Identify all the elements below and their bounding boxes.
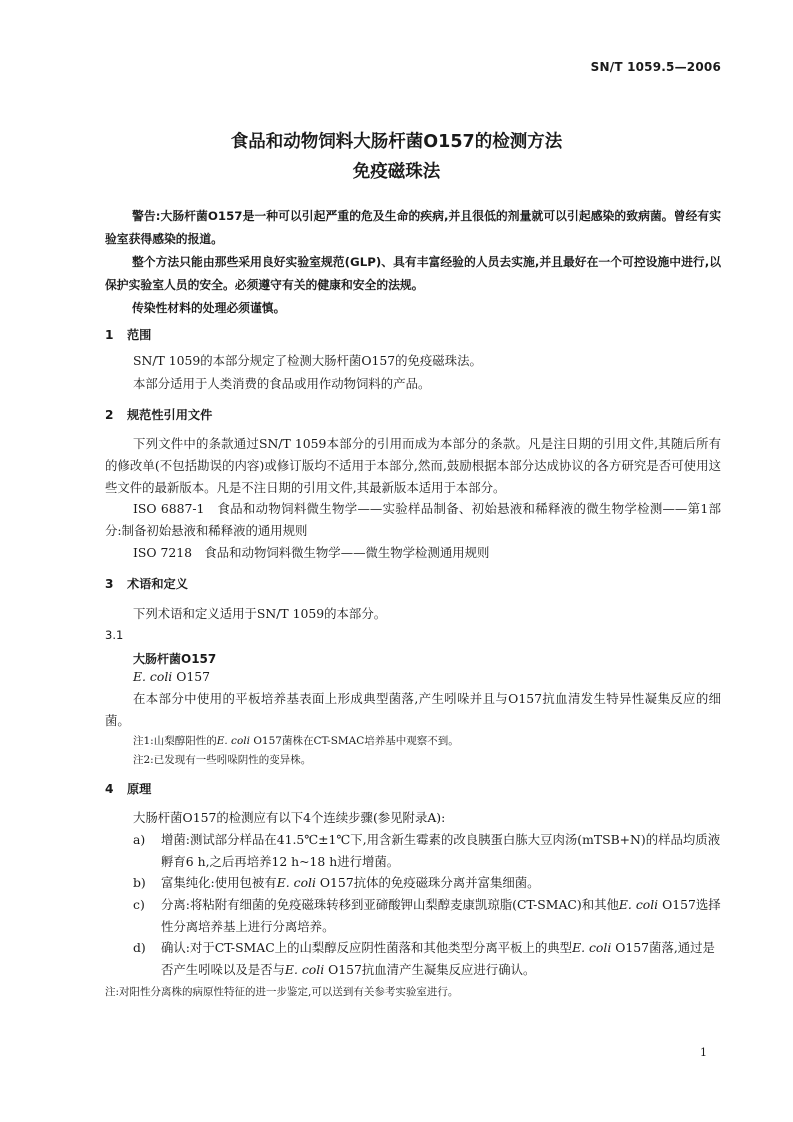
step-d-italic-1: E. coli: [572, 940, 612, 955]
section-3-paragraph-1: 下列术语和定义适用于SN/T 1059的本部分。: [133, 606, 387, 621]
step-d-part-2: O157菌落,通过是否产生吲哚以及是否与: [161, 940, 715, 977]
document-title: 食品和动物饲料大肠杆菌O157的检测方法: [230, 132, 563, 152]
step-d-part-3: O157抗血清产生凝集反应进行确认。: [324, 962, 536, 977]
step-b-italic: E. coli: [276, 875, 316, 890]
section-number: 1: [105, 328, 114, 342]
term-english-rest: O157: [172, 669, 210, 684]
step-b-prefix: 富集纯化:使用包被有: [161, 875, 277, 890]
section-4-note: 注:对阳性分离株的病原性特征的进一步鉴定,可以送到有关参考实验室进行。: [105, 986, 459, 998]
note-1-suffix: O157菌株在CT-SMAC培养基中观察不到。: [249, 735, 459, 747]
note-1-italic: E. coli: [216, 735, 250, 747]
section-2-paragraph-1: 下列文件中的条款通过SN/T 1059本部分的引用而成为本部分的条款。凡是注日期的引用文件,其随后所有的修改单(不包括勘误的内容)或修订版均不适用于本部分,然而,鼓励根据本部分达成协议的各方研究是否可使用这些文件的最新版本。凡是不注日期的引用文件,其最新版本适用于本部分。: [105, 436, 721, 495]
step-label: a): [133, 832, 146, 847]
step-b-suffix: O157抗体的免疫磁珠分离并富集细菌。: [315, 875, 540, 890]
note-2: 注2:已发现有一些吲哚阴性的变异株。: [133, 754, 312, 766]
step-text: 增菌:测试部分样品在41.5℃±1℃下,用含新生霉素的改良胰蛋白胨大豆肉汤(mTSB+N)的样品均质液孵育6 h,之后再培养12 h~18 h进行增菌。: [161, 832, 721, 869]
document-subtitle: 免疫磁珠法: [352, 162, 441, 182]
step-text: [161, 872, 721, 894]
section-number: 4: [105, 782, 114, 796]
step-a: [105, 829, 721, 873]
section-title: 术语和定义: [127, 577, 188, 591]
note-1-prefix: 注1:山梨醇阳性的: [133, 735, 217, 747]
section-4-heading: [105, 780, 151, 797]
step-text: [161, 937, 721, 981]
section-1-paragraph-2: 本部分适用于人类消费的食品或用作动物饲料的产品。: [133, 376, 431, 391]
step-label: b): [133, 875, 146, 890]
warning-paragraph-3: 传染性材料的处理必须谨慎。: [132, 301, 286, 315]
reference-iso-6887-1: ISO 6887-1 食品和动物饲料微生物学——实验样品制备、初始悬液和稀释液的微生物学检测——第1部分:制备初始悬液和稀释液的通用规则: [105, 501, 721, 538]
step-b: [105, 872, 721, 894]
warning-paragraph-1: 警告:大肠杆菌O157是一种可以引起严重的危及生命的疾病,并且很低的剂量就可以引起感染的致病菌。曾经有实验室获得感染的报道。: [105, 209, 721, 246]
step-text: [161, 894, 721, 938]
section-title: 范围: [127, 328, 152, 342]
step-d-italic-2: E. coli: [284, 962, 325, 977]
step-c-italic: E. coli: [618, 897, 659, 912]
reference-iso-7218: ISO 7218 食品和动物饲料微生物学——微生物学检测通用规则: [133, 545, 490, 560]
section-title: 规范性引用文件: [127, 408, 213, 422]
step-c-suffix: O157选择性分离培养基上进行分离培养。: [161, 897, 721, 934]
step-label: c): [133, 897, 145, 912]
section-3-heading: [105, 575, 188, 592]
page-number: 1: [700, 1046, 707, 1059]
section-number: 2: [105, 408, 114, 422]
section-2-heading: [105, 406, 212, 423]
section-title: 原理: [127, 782, 152, 796]
term-name: 大肠杆菌O157: [133, 652, 217, 666]
section-number: 3: [105, 577, 114, 591]
step-d-part-1: 确认:对于CT-SMAC上的山梨醇反应阴性菌落和其他类型分离平板上的典型: [161, 940, 573, 955]
subsection-3-1-number: 3.1: [105, 628, 124, 642]
step-d: [105, 937, 721, 981]
term-english-italic: E. coli: [133, 669, 173, 684]
section-1-heading: [105, 326, 151, 343]
step-label: d): [133, 940, 146, 955]
section-4-paragraph-1: 大肠杆菌O157的检测应有以下4个连续步骤(参见附录A):: [133, 810, 446, 825]
term-english: [133, 666, 721, 688]
step-c: [105, 894, 721, 938]
standard-code: SN/T 1059.5—2006: [590, 60, 721, 74]
note-1: [133, 732, 721, 750]
section-1-paragraph-1: SN/T 1059的本部分规定了检测大肠杆菌O157的免疫磁珠法。: [133, 353, 482, 368]
term-definition: 在本部分中使用的平板培养基表面上形成典型菌落,产生吲哚并且与O157抗血清发生特异性凝集反应的细菌。: [105, 691, 721, 728]
warning-paragraph-2: 整个方法只能由那些采用良好实验室规范(GLP)、具有丰富经验的人员去实施,并且最好在一个可控设施中进行,以保护实验室人员的安全。必须遵守有关的健康和安全的法规。: [105, 255, 721, 292]
step-c-prefix: 分离:将粘附有细菌的免疫磁珠转移到亚碲酸钾山梨醇麦康凯琼脂(CT-SMAC)和其他: [161, 897, 619, 912]
